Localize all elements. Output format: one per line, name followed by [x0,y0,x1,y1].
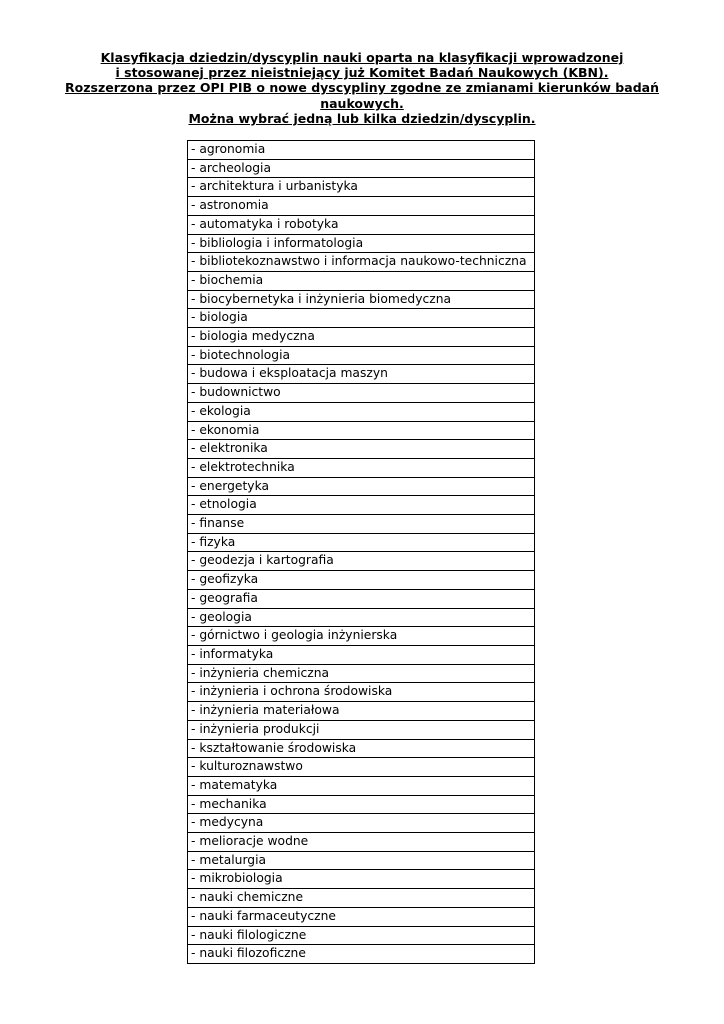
discipline-row [188,645,535,664]
discipline-row [188,234,535,253]
discipline-cell: - informatyka [188,645,535,664]
discipline-cell: - geodezja i kartografia [188,552,535,571]
discipline-row [188,477,535,496]
discipline-row [188,421,535,440]
discipline-row [188,758,535,777]
document-heading [60,50,664,126]
heading-line-1: Klasyfikacja dziedzin/dyscyplin nauki oparta na klasyfikacji wprowadzonej [100,50,624,65]
discipline-row [188,589,535,608]
discipline-row [188,945,535,964]
discipline-cell: - biologia medyczna [188,328,535,347]
discipline-cell: - biocybernetyka i inżynieria biomedyczna [188,290,535,309]
discipline-cell: - matematyka [188,776,535,795]
disciplines-table-body [188,141,535,964]
discipline-row [188,739,535,758]
discipline-cell: - inżynieria produkcji [188,720,535,739]
discipline-row [188,795,535,814]
discipline-row [188,309,535,328]
discipline-cell: - elektrotechnika [188,458,535,477]
discipline-row [188,440,535,459]
discipline-row [188,814,535,833]
discipline-row [188,384,535,403]
discipline-cell: - ekonomia [188,421,535,440]
discipline-cell: - metalurgia [188,851,535,870]
discipline-row [188,889,535,908]
discipline-cell: - nauki filozoficzne [188,945,535,964]
discipline-row [188,178,535,197]
discipline-row [188,702,535,721]
discipline-cell: - kształtowanie środowiska [188,739,535,758]
discipline-row [188,458,535,477]
discipline-cell: - bibliologia i informatologia [188,234,535,253]
discipline-cell: - geografia [188,589,535,608]
discipline-row [188,515,535,534]
discipline-cell: - inżynieria i ochrona środowiska [188,683,535,702]
heading-line-2: i stosowanej przez nieistniejący już Komitet Badań Naukowych (KBN). [115,65,609,81]
discipline-cell: - bibliotekoznawstwo i informacja naukowo-techniczna [188,253,535,272]
discipline-row [188,159,535,178]
discipline-cell: - etnologia [188,496,535,515]
discipline-cell: - architektura i urbanistyka [188,178,535,197]
discipline-row [188,496,535,515]
discipline-cell: - budownictwo [188,384,535,403]
discipline-row [188,776,535,795]
discipline-cell: - mikrobiologia [188,870,535,889]
discipline-cell: - inżynieria chemiczna [188,664,535,683]
discipline-row [188,365,535,384]
discipline-row [188,402,535,421]
discipline-cell: - fizyka [188,533,535,552]
discipline-row [188,197,535,216]
discipline-row [188,571,535,590]
heading-line-5: Można wybrać jedną lub kilka dziedzin/dyscyplin. [188,110,536,126]
discipline-row [188,346,535,365]
discipline-cell: - melioracje wodne [188,833,535,852]
discipline-cell: - archeologia [188,159,535,178]
discipline-cell: - geofizyka [188,571,535,590]
discipline-cell: - agronomia [188,141,535,160]
discipline-cell: - nauki chemiczne [188,889,535,908]
discipline-cell: - automatyka i robotyka [188,215,535,234]
heading-line-4: naukowych. [320,95,404,111]
discipline-row [188,664,535,683]
discipline-cell: - geologia [188,608,535,627]
discipline-cell: - finanse [188,515,535,534]
heading-line-3: Rozszerzona przez OPI PIB o nowe dyscypliny zgodne ze zmianami kierunków badań [65,80,659,96]
discipline-row [188,720,535,739]
discipline-row [188,627,535,646]
discipline-cell: - elektronika [188,440,535,459]
discipline-cell: - ekologia [188,402,535,421]
discipline-cell: - inżynieria materiałowa [188,702,535,721]
discipline-cell: - nauki filologiczne [188,926,535,945]
discipline-row [188,683,535,702]
discipline-cell: - górnictwo i geologia inżynierska [188,627,535,646]
discipline-cell: - biologia [188,309,535,328]
discipline-row [188,608,535,627]
discipline-row [188,290,535,309]
discipline-cell: - kulturoznawstwo [188,758,535,777]
discipline-row [188,851,535,870]
discipline-row [188,926,535,945]
discipline-row [188,215,535,234]
discipline-row [188,141,535,160]
discipline-cell: - medycyna [188,814,535,833]
discipline-row [188,271,535,290]
discipline-cell: - biochemia [188,271,535,290]
discipline-row [188,552,535,571]
discipline-cell: - astronomia [188,197,535,216]
discipline-row [188,870,535,889]
discipline-row [188,328,535,347]
discipline-row [188,907,535,926]
discipline-cell: - biotechnologia [188,346,535,365]
discipline-row [188,533,535,552]
discipline-row [188,833,535,852]
discipline-row [188,253,535,272]
disciplines-table [187,140,535,964]
discipline-cell: - nauki farmaceutyczne [188,907,535,926]
discipline-cell: - energetyka [188,477,535,496]
discipline-cell: - mechanika [188,795,535,814]
discipline-cell: - budowa i eksploatacja maszyn [188,365,535,384]
